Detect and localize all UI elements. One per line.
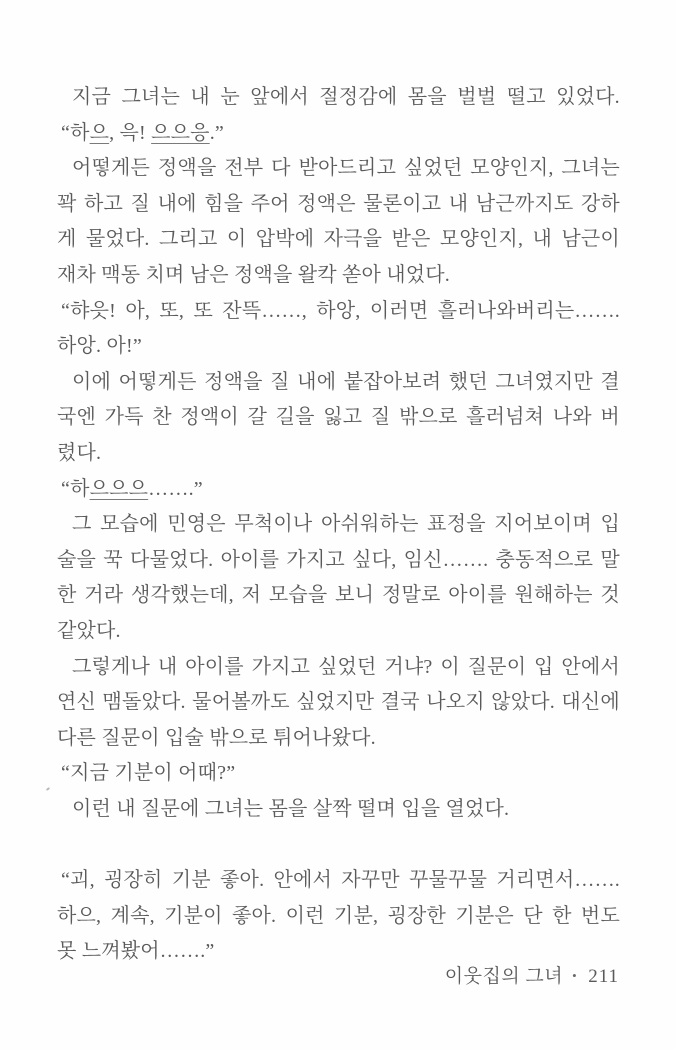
page-number: 211 xyxy=(588,966,619,987)
word: 질문이 xyxy=(467,655,527,678)
word: 갈 xyxy=(247,406,268,429)
page-text xyxy=(57,80,620,970)
word: 자극을 xyxy=(323,228,383,251)
word: 가지고 xyxy=(251,655,311,678)
word: 그녀였지만 xyxy=(495,370,593,393)
text-line xyxy=(57,400,620,436)
word: 하으, xyxy=(57,904,102,927)
word: 꾸물꾸물 xyxy=(409,869,488,892)
word: 민영은 xyxy=(167,513,226,536)
word: 정액이 xyxy=(180,406,239,429)
scan-artifact xyxy=(46,787,50,791)
word: 한 xyxy=(552,904,572,927)
text-line xyxy=(57,899,620,935)
word: 내 xyxy=(157,655,178,678)
word: “햐읏! xyxy=(61,299,116,322)
word: 길을 xyxy=(275,406,315,429)
word: 남근까지도 xyxy=(475,192,574,215)
word: 모습에 xyxy=(100,513,159,536)
word: 남근이 xyxy=(561,228,620,251)
word: 이런 xyxy=(285,904,325,927)
word: 단 xyxy=(523,904,543,927)
word: 압박에 xyxy=(255,228,315,251)
word: 충동적으로 xyxy=(495,548,594,571)
word: 그녀는 xyxy=(121,86,181,108)
word: 잃고 xyxy=(323,406,363,429)
word: 안에서 xyxy=(273,869,333,892)
text-segment: 이런 내 질문에 그녀는 몸을 살짝 떨며 입을 열었다. xyxy=(72,797,510,820)
word: 그렇게나 xyxy=(72,655,151,678)
text-line xyxy=(57,614,620,650)
word: 싶다, xyxy=(352,548,397,571)
word: 또, xyxy=(159,299,185,322)
word: 받아드리고 xyxy=(298,157,397,180)
word: 정액은 xyxy=(297,192,356,215)
word: 있었다. xyxy=(556,86,620,108)
word: 내 xyxy=(532,228,552,251)
word: 하앙, xyxy=(316,299,361,322)
word: 것 xyxy=(600,584,620,607)
word: 주어 xyxy=(250,192,290,215)
word: 내에 xyxy=(157,192,197,215)
word: 싶었던 xyxy=(318,655,377,678)
word: 앞에서 xyxy=(250,86,309,108)
text-segment: “지금 기분이 어때?” xyxy=(61,762,236,785)
word: 굉장히 xyxy=(104,869,163,892)
word: 강하 xyxy=(580,192,620,215)
word: 어떻게든 xyxy=(72,157,151,180)
word: 거냐? xyxy=(384,655,433,678)
word: 번도 xyxy=(580,904,620,927)
word: 입 xyxy=(600,513,620,536)
text-line xyxy=(57,258,620,294)
word: 눈 xyxy=(220,86,240,108)
word: 어떻게든 xyxy=(118,370,197,393)
word: 싶었지만 xyxy=(296,691,375,714)
blank-line xyxy=(57,827,620,863)
text-line xyxy=(57,472,620,508)
word: 아쉬워하는 xyxy=(321,513,419,536)
word: 벌벌 xyxy=(457,86,497,108)
word: 좋아. xyxy=(232,904,277,927)
word: 원해하는 xyxy=(514,584,593,607)
word: 저 xyxy=(241,584,262,607)
word: 무척이나 xyxy=(234,513,313,536)
text-line xyxy=(57,578,620,614)
word: 이에 xyxy=(72,370,112,393)
text-line xyxy=(57,80,620,116)
word: 가득 xyxy=(104,406,144,429)
word: 이 xyxy=(440,655,460,678)
text-segment: 하앙. 아!” xyxy=(57,335,142,358)
word: 질 xyxy=(130,192,151,215)
word: 내에 xyxy=(297,370,337,393)
word: 다물었다. xyxy=(130,548,214,571)
underlined-text: 으으으 xyxy=(89,477,149,500)
word: 꽉 xyxy=(57,192,77,215)
word: 찬 xyxy=(152,406,172,429)
word: 내 xyxy=(190,86,210,108)
word: 아이를 xyxy=(220,548,280,571)
text-line xyxy=(57,151,620,187)
text-line xyxy=(57,329,620,365)
text-segment: …….” xyxy=(148,477,203,500)
word: 이 xyxy=(226,228,247,251)
underlined-text: 으 xyxy=(89,121,110,144)
word: 아이를 xyxy=(185,655,244,678)
text-line xyxy=(57,685,620,721)
word: 술을 xyxy=(57,548,97,571)
word: 한 xyxy=(57,584,77,607)
text-line xyxy=(57,116,620,152)
word: 대신에 xyxy=(561,691,620,714)
word: 질 xyxy=(270,370,290,393)
word: 받은 xyxy=(391,228,431,251)
text-segment: 렸다. xyxy=(57,441,102,464)
word: 이러면 xyxy=(369,299,429,322)
word: 흘러나와버리는……. xyxy=(437,299,620,322)
footer-separator-dot: • xyxy=(572,968,578,983)
text-segment: .” xyxy=(209,121,224,144)
word: 꾹 xyxy=(103,548,123,571)
word: 안에서 xyxy=(561,655,620,678)
text-line xyxy=(57,294,620,330)
text-line xyxy=(57,222,620,258)
word: 또 xyxy=(193,299,213,322)
word: 떨고 xyxy=(506,86,546,108)
word: 거리면서……. xyxy=(496,869,620,892)
word: 정말로 xyxy=(381,584,441,607)
word: 말 xyxy=(600,548,620,571)
word: 물었다. xyxy=(85,228,150,251)
text-line xyxy=(57,365,620,401)
word: 절정감에 xyxy=(319,86,398,108)
word: 그 xyxy=(72,513,92,536)
word: 나오지 xyxy=(426,691,485,714)
word: “괴, xyxy=(61,869,95,892)
text-line xyxy=(57,756,620,792)
word: 정액을 xyxy=(157,157,217,180)
word: 흘러넘쳐 xyxy=(466,406,545,429)
word: 결국 xyxy=(380,691,420,714)
word: 생각했는데, xyxy=(131,584,234,607)
word: 내 xyxy=(448,192,469,215)
word: 계속, xyxy=(110,904,155,927)
word: 기분은 xyxy=(455,904,514,927)
word: 모습을 xyxy=(268,584,328,607)
text-line xyxy=(57,543,620,579)
word: 물어볼까도 xyxy=(192,691,290,714)
word: 잔뜩……, xyxy=(222,299,307,322)
running-title: 이웃집의 그녀 xyxy=(444,966,564,987)
word: 국엔 xyxy=(57,406,97,429)
word: 모양인지, xyxy=(470,157,554,180)
word: 하고 xyxy=(84,192,124,215)
word: 밖으로 xyxy=(398,406,458,429)
word: 그리고 xyxy=(158,228,218,251)
word: 아, xyxy=(125,299,151,322)
word: 기분이 xyxy=(164,904,223,927)
word: 지어보이며 xyxy=(494,513,592,536)
text-line xyxy=(57,187,620,223)
word: 몸을 xyxy=(407,86,447,108)
text-line xyxy=(57,721,620,757)
word: 거라 xyxy=(84,584,124,607)
word: 좋아. xyxy=(220,869,265,892)
word: 다 xyxy=(271,157,291,180)
word: 물론이고 xyxy=(363,192,442,215)
word: 정액을 xyxy=(204,370,263,393)
word: 가지고 xyxy=(286,548,345,571)
word: 자꾸만 xyxy=(341,869,400,892)
word: 결 xyxy=(600,370,620,393)
word: 붙잡아보려 xyxy=(343,370,442,393)
word: 임신……. xyxy=(403,548,489,571)
text-segment: “하 xyxy=(61,121,90,144)
word: 않았다. xyxy=(491,691,555,714)
text-segment: , 윽! xyxy=(109,121,152,144)
word: 했던 xyxy=(448,370,488,393)
word: 연신 xyxy=(57,691,97,714)
word: 굉장한 xyxy=(387,904,447,927)
text-segment: 재차 맥동 치며 남은 정액을 왈칵 쏟아 내었다. xyxy=(57,263,450,286)
word: 나와 xyxy=(552,406,592,429)
word: 버 xyxy=(600,406,620,429)
text-segment: 다른 질문이 입술 밖으로 튀어나왔다. xyxy=(57,726,376,749)
word: 표정을 xyxy=(427,513,486,536)
word: 싶었던 xyxy=(403,157,463,180)
word: 입 xyxy=(534,655,554,678)
text-line xyxy=(57,650,620,686)
text-segment: “하 xyxy=(61,477,90,500)
word: 맴돌았다. xyxy=(102,691,186,714)
word: 기분, xyxy=(333,904,379,927)
text-segment: 같았다. xyxy=(57,619,121,642)
text-line xyxy=(57,507,620,543)
word: 지금 xyxy=(72,86,112,108)
page-footer xyxy=(445,961,619,988)
word: 모양인지, xyxy=(439,228,524,251)
word: 보니 xyxy=(335,584,375,607)
text-line xyxy=(57,792,620,828)
word: 전부 xyxy=(224,157,264,180)
text-line xyxy=(57,436,620,472)
word: 힘을 xyxy=(204,192,244,215)
text-segment: 못 느껴봤어…….” xyxy=(57,940,215,963)
underlined-text: 으으응 xyxy=(151,121,210,144)
text-line xyxy=(57,863,620,899)
word: 질 xyxy=(370,406,391,429)
word: 아이를 xyxy=(448,584,507,607)
word: 그녀는 xyxy=(561,157,620,180)
word: 게 xyxy=(57,228,77,251)
word: 기분 xyxy=(171,869,211,892)
